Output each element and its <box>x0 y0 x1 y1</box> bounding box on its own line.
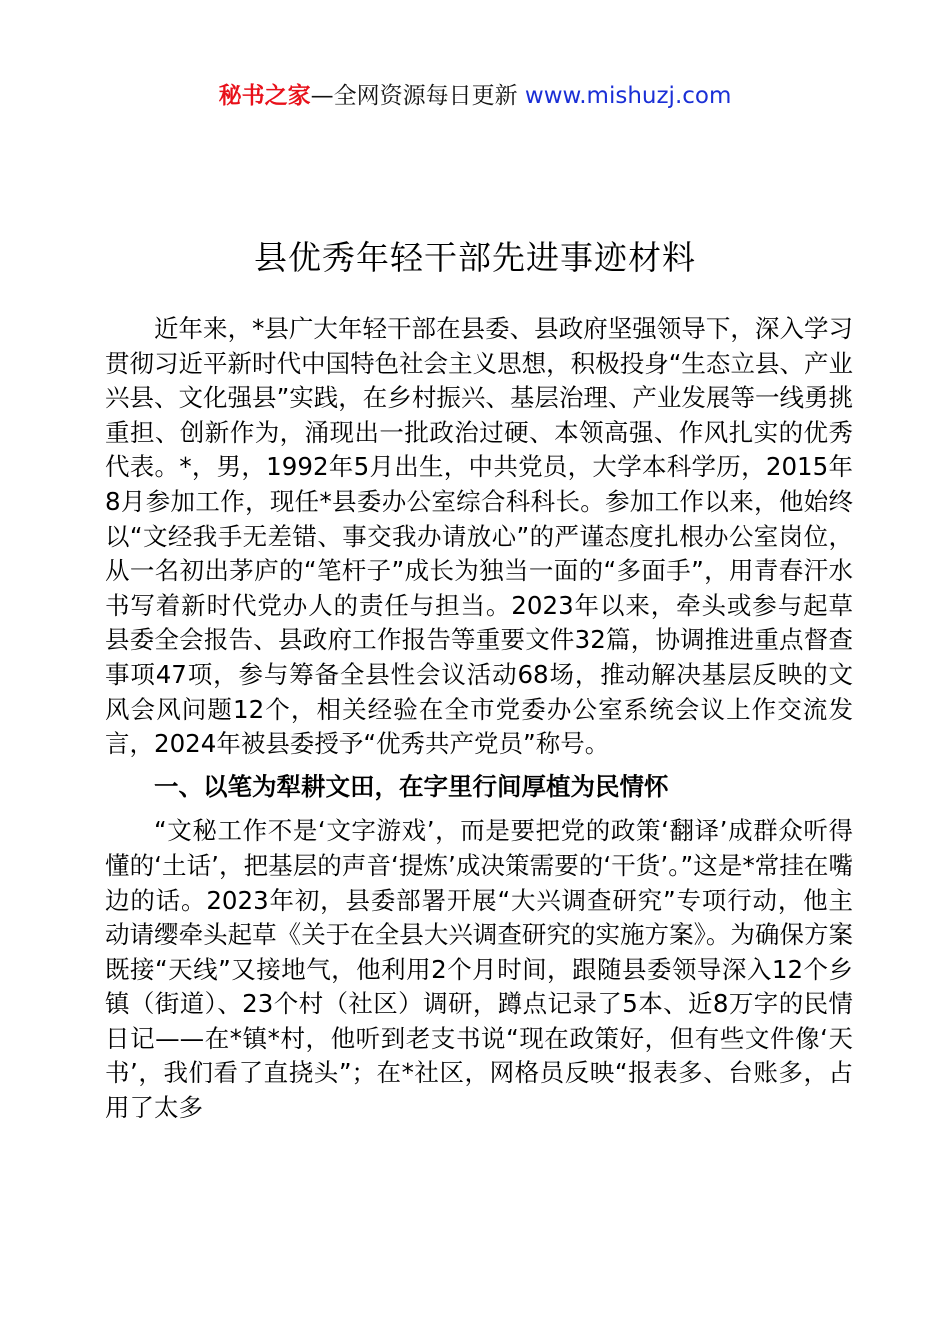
site-url-link[interactable]: www.mishuzj.com <box>524 83 732 109</box>
section-heading: 一、以笔为犁耕文田，在字里行间厚植为民情怀 <box>154 771 669 801</box>
intro-paragraph: 近年来，*县广大年轻干部在县委、县政府坚强领导下，深入学习贯彻习近平新时代中国特色社会主义思想，积极投身“生态立县、产业兴县、文化强县”实践，在乡村振兴、基层治理、产业发展等一线勇挑重担、创新作为，涌现出一批政治过硬、本领高强、作风扎实的优秀代表。*，男，1992年5月出生，中共党员，大学本科学历，2015年8月参加工作，现任*县委办公室综合科科长。参加工作以来，他始终以“文经我手无差错、事交我办请放心”的严谨态度扎根办公室岗位，从一名初出茅庐的“笔杆子”成长为独当一面的“多面手”，用青春汗水书写着新时代党办人的责任与担当。2023年以来，牵头或参与起草县委全会报告、县政府工作报告等重要文件32篇，协调推进重点督查事项47项，参与筹备全县性会议活动68场，推动解决基层反映的文风会风问题12个，相关经验在全市党委办公室系统会议上作交流发言，2024年被县委授予“优秀共产党员”称号。 <box>105 314 853 759</box>
site-tagline: —全网资源每日更新 <box>310 83 518 109</box>
site-header <box>0 80 950 112</box>
body-paragraph: “文秘工作不是‘文字游戏’，而是要把党的政策‘翻译’成群众听得懂的‘土话’，把基层的声音‘提炼’成决策需要的‘干货’。”这是*常挂在嘴边的话。2023年初，县委部署开展“大兴调查研究”专项行动，他主动请缨牵头起草《关于在全县大兴调查研究的实施方案》。为确保方案既接“天线”又接地气，他利用2个月时间，跟随县委领导深入12个乡镇（街道）、23个村（社区）调研，蹲点记录了5本、近8万字的民情日记——在*镇*村，他听到老支书说“现在政策好，但有些文件像‘天书’，我们看了直挠头”；在*社区，网格员反映“报表多、台账多，占用了太多 <box>105 816 853 1123</box>
site-brand: 秘书之家 <box>218 83 311 109</box>
document-body <box>105 312 853 1126</box>
document-title: 县优秀年轻干部先进事迹材料 <box>254 238 696 277</box>
